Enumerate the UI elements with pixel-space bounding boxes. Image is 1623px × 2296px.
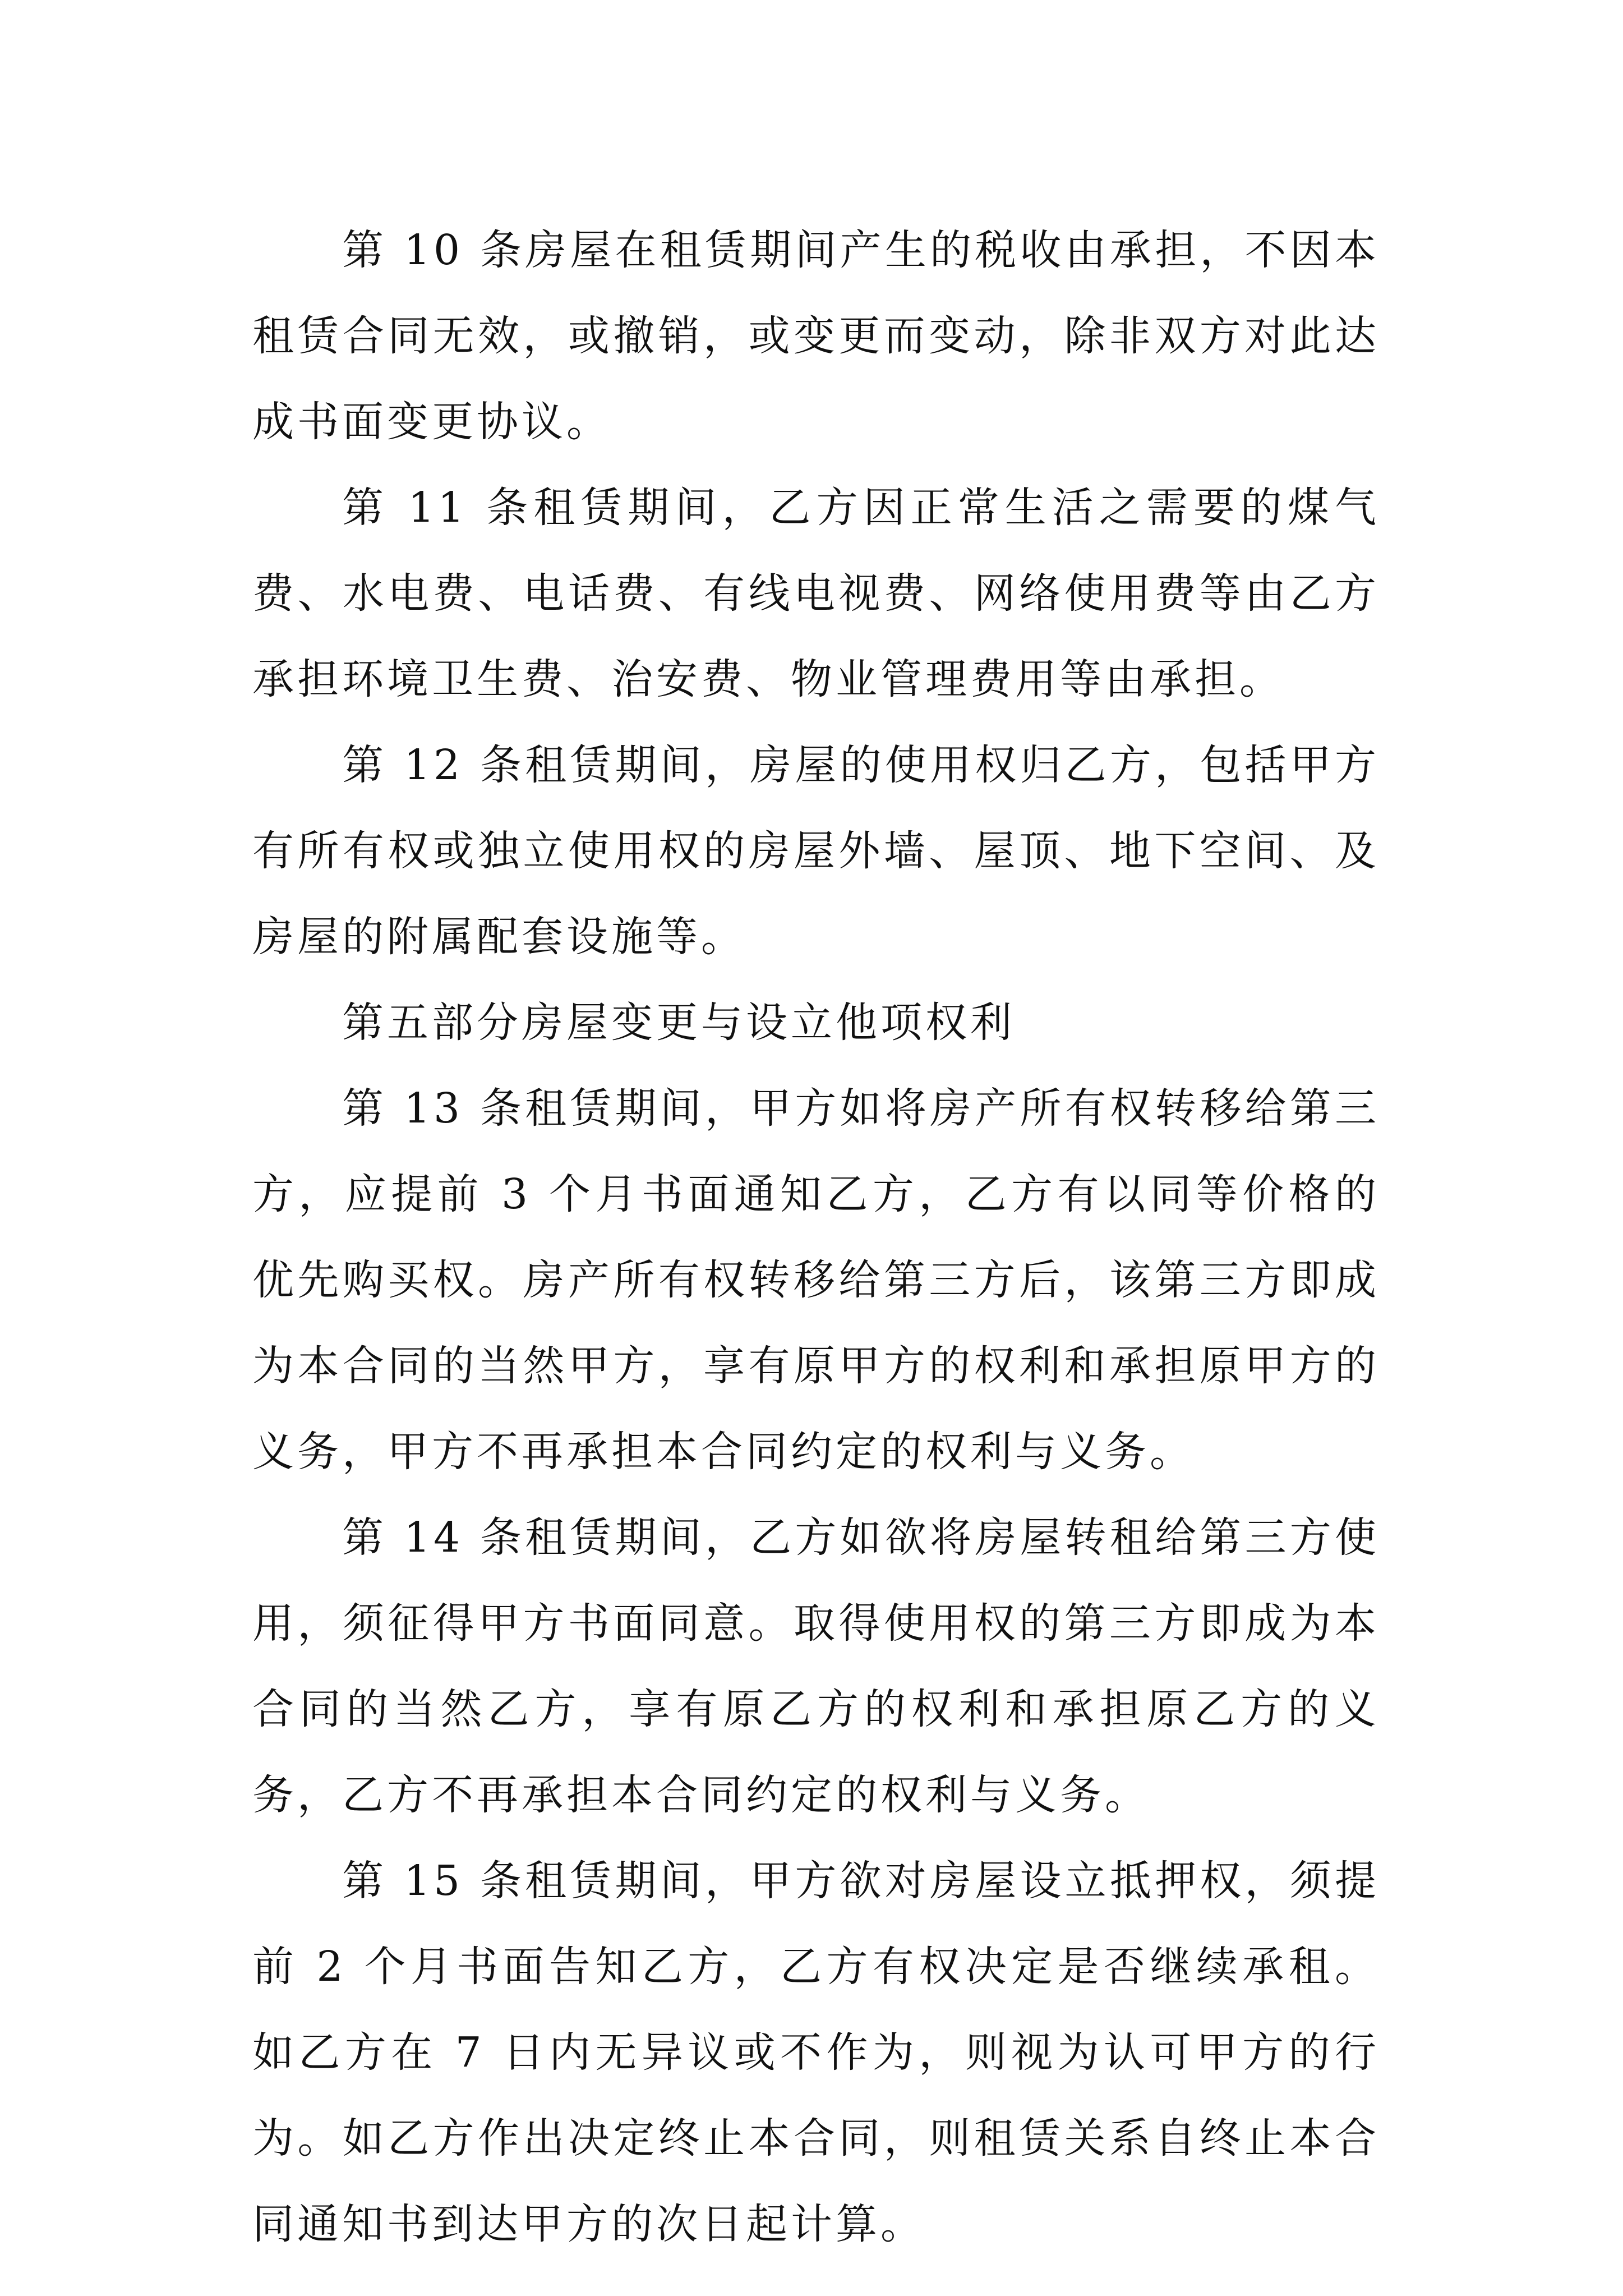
paragraph-article-14: 第 14 条租赁期间，乙方如欲将房屋转租给第三方使用，须征得甲方书面同意。取得使用权的第三方即成为本合同的当然乙方，享有原乙方的权利和承担原乙方的义务，乙方不再承担本合同约定的权利与义务。	[252, 1513, 1380, 1819]
section-heading-part-5: 第五部分房屋变更与设立他项权利	[342, 999, 1015, 1047]
paragraph-article-13: 第 13 条租赁期间，甲方如将房产所有权转移给第三方，应提前 3 个月书面通知乙方，乙方有以同等价格的优先购买权。房产所有权转移给第三方后，该第三方即成为本合同的当然甲方，享有原甲方的权利和承担原甲方的义务，甲方不再承担本合同约定的权利与义务。	[252, 1084, 1380, 1476]
paragraph-article-11: 第 11 条租赁期间，乙方因正常生活之需要的煤气费、水电费、电话费、有线电视费、网络使用费等由乙方承担环境卫生费、治安费、物业管理费用等由承担。	[252, 484, 1380, 703]
paragraph-article-12: 第 12 条租赁期间，房屋的使用权归乙方，包括甲方有所有权或独立使用权的房屋外墙、屋顶、地下空间、及房屋的附属配套设施等。	[252, 741, 1380, 961]
document-body	[252, 208, 1380, 2267]
paragraph-article-15: 第 15 条租赁期间，甲方欲对房屋设立抵押权，须提前 2 个月书面告知乙方，乙方有权决定是否继续承租。如乙方在 7 日内无异议或不作为，则视为认可甲方的行为。如乙方作出决定终止本合同，则租赁关系自终止本合同通知书到达甲方的次日起计算。	[252, 1857, 1380, 2248]
paragraph-article-10: 第 10 条房屋在租赁期间产生的税收由承担，不因本租赁合同无效，或撤销，或变更而变动，除非双方对此达成书面变更协议。	[252, 226, 1380, 446]
